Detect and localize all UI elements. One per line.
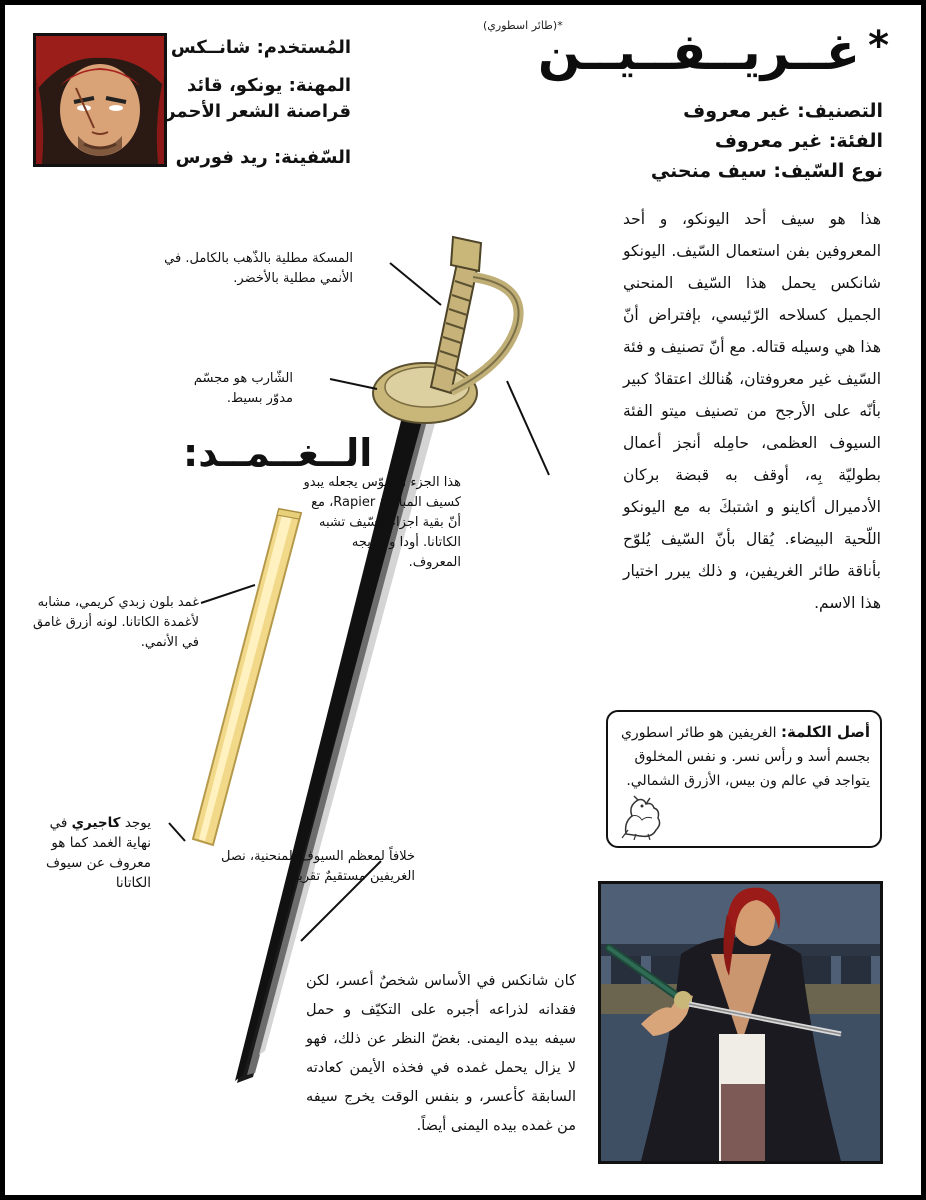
document-page (5, 5, 921, 1195)
profession-value: يونكو، قائد قراصنة الشعر الأحمر (165, 75, 351, 122)
category-line (715, 127, 883, 155)
left-handed-note: كان شانكس في الأساس شخصٌ أعسر، لكن فقدانه لذراعه أجبره على التكيّف و حمل سيفه بيده اليمنى. بغضّ النظر عن ذلك، فهو لا يزال يحمل غمده في فخذه الأيمن كعادته السابقة كأعسر، و بنفس الوقت يخرج سيفه من غمده بيده اليمنى أيضاً. (306, 973, 576, 1134)
griffin-icon (618, 794, 666, 840)
shanks-portrait (33, 33, 167, 167)
profession-line (151, 73, 351, 125)
sheath-heading: الــغــمــد: (183, 431, 373, 475)
knuckle-bow-note: هذا الجزء المقوّس يجعله يبدو كسيف المبارزة Rapier، مع أنّ بقية اجزاء السّيف تشبه الكاتانا. أودا و مزيجه المعروف. (303, 475, 461, 570)
grip-note: المسكة مطلية بالذّهب بالكامل. في الأنمي مطلية بالأخضر. (164, 251, 353, 286)
etymology-heading: أصل الكلمة: (780, 723, 870, 741)
guard-note: الشّارب هو مجسّم مدوّر بسيط. (193, 371, 293, 406)
classification-label: التصنيف: (797, 100, 883, 122)
classification-line (683, 97, 883, 125)
sword-title (538, 23, 889, 81)
kojiri-term: كاجيري (71, 815, 121, 831)
straight-blade-note: خلافاً لمعظم السيوف المنحنية، نصل الغريفين مستقيمٌ تقريبا (221, 849, 415, 884)
sword-type-label: نوع السّيف: (773, 160, 883, 182)
kojiri-post: في نهاية الغمد كما هو معروف عن سيوف الكاتانا (46, 815, 151, 891)
user-label: المُستخدم: (256, 37, 351, 58)
shanks-scene (598, 881, 883, 1164)
sword-description: هذا هو سيف أحد اليونكو، و أحد المعروفين بفن استعمال السّيف. اليونكو شانكس يحمل هذا السّيف المنحني الجميل كسلاحه الرّئيسي، بإفتراض أنّ هذا هي وسيله قتاله. مع أنّ تصنيف و فئة السّيف غير معروفتان، هُنالك اعتقادٌ كبير بأنّه على الأرجح من تصنيف ميتو الفئة السيوف العظمى، حامِله أنجز أعمال بطوليّة بِه، أوقف به قبضة بركان الأدميرال أكاينو و اشتبكَ به مع اليونكو اللّحية البيضاء. يُقال بأنّ السّيف يُلوّح بأناقة طائر الغريفين، و ذلك يبرر اختيار هذا الاسم. (623, 210, 881, 612)
ship-line (176, 145, 351, 171)
user-line (171, 35, 351, 61)
sword-type-value: سيف منحني (650, 160, 767, 182)
kojiri-pre: يوجد (124, 815, 151, 831)
category-label: الفئة: (828, 130, 883, 152)
ship-value: ريد فورس (175, 147, 268, 168)
sheath-color-note: غمد بلون زبدي كريمي، مشابه لأغمدة الكاتانا. لونه أزرق غامق في الأنمي. (33, 595, 199, 650)
sword-type-line (651, 157, 883, 185)
title-name: غــريــفــيــن (537, 23, 861, 81)
title-note: *(طائر اسطوري) (483, 19, 563, 32)
classification-value: غير معروف (683, 100, 791, 122)
ship-label: السّفينة: (273, 147, 351, 168)
category-value: غير معروف (714, 130, 823, 152)
kojiri-note (41, 813, 151, 893)
etymology-box (606, 710, 882, 848)
profession-label: المهنة: (288, 75, 351, 96)
title-star: * (868, 23, 889, 69)
etymology-text: الغريفين هو طائر اسطوري بجسم أسد و رأس نسر. و نفس المخلوق يتواجد في عالم ون بيس، الأزرق الشمالي. (620, 725, 870, 789)
user-value: شانــكس (170, 37, 251, 58)
